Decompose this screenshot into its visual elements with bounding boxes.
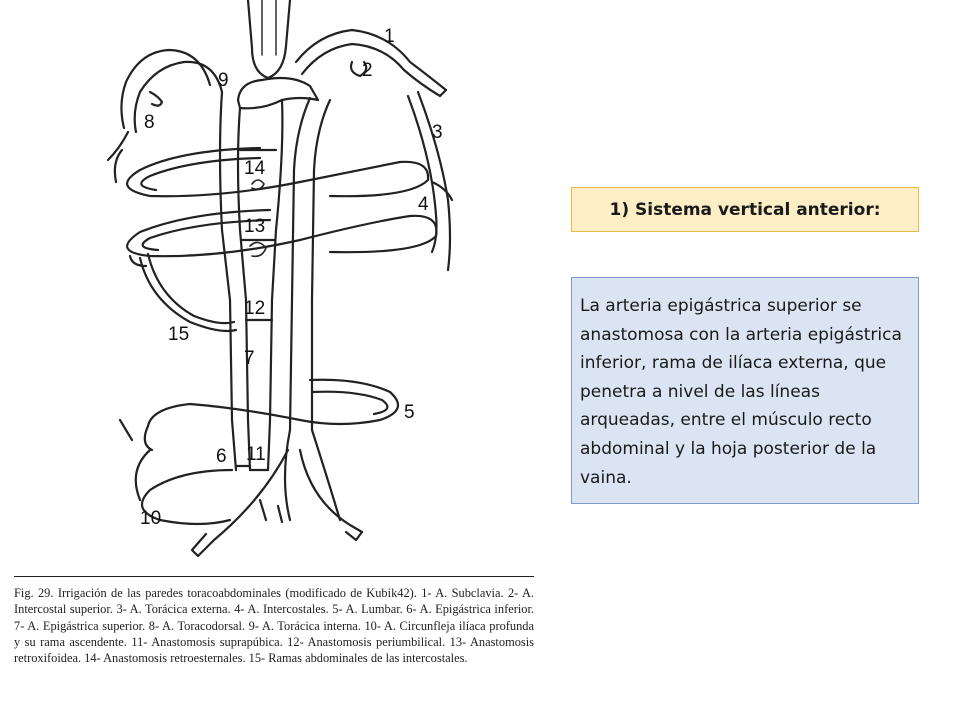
label-6: 6 [216,446,227,467]
label-12: 12 [244,298,266,319]
label-9: 9 [218,70,229,91]
arterial-diagram [0,0,560,560]
intercostal-loop-upper [127,148,428,196]
label-7: 7 [244,348,255,369]
label-2: 2 [362,60,373,81]
iliac-artery-right [300,450,362,540]
section-title: 1) Sistema vertical anterior: [609,199,881,220]
figure-caption: Fig. 29. Irrigación de las paredes toracoabdominales (modificado de Kubik42). 1- A. Subclavia. 2- A. Intercostal superior. 3- A. Torácica externa. 4- A. Intercostales. 5- A. Lumbar. 6- A. Epigástrica inferior. 7- A. Epigástrica superior. 8- A. Toracodorsal. 9- A. Torácica interna. 10- A. Circunfleja ilíaca profunda y su rama ascendente. 11- Anastomosis suprapúbica. 12- Anastomosis periumbilical. 13- Anastomosis retroxifoidea. 14- Anastomosis retroesternales. 15- Ramas abdominales de las intercostales. [14,586,534,666]
label-15: 15 [168,324,190,345]
descending-aorta [290,98,310,430]
thoracodorsal-branches [108,132,128,182]
label-13: 13 [244,216,266,237]
label-10: 10 [140,508,162,529]
label-1: 1 [384,26,395,47]
intercostal-loop-lower [127,210,436,256]
description-box [571,277,919,504]
label-3: 3 [432,122,443,143]
abdominal-intercostal-branch [140,258,236,331]
vessel-drawing [108,0,452,556]
aortic-arch [238,78,318,108]
label-11: 11 [246,444,266,465]
label-14: 14 [244,158,266,179]
label-5: 5 [404,402,415,423]
section-title-box [571,187,919,232]
description-text: La arteria epigástrica superior se anastomosa con la arteria epigástrica inferior, rama de ilíaca externa, que penetra a nivel de las líneas arqueadas, entre el músculo recto abdominal y la hoja posterior de la vaina. [580,296,902,488]
label-8: 8 [144,112,155,133]
caption-divider [14,576,534,577]
label-4: 4 [418,194,429,215]
neck-vessels [248,0,290,78]
